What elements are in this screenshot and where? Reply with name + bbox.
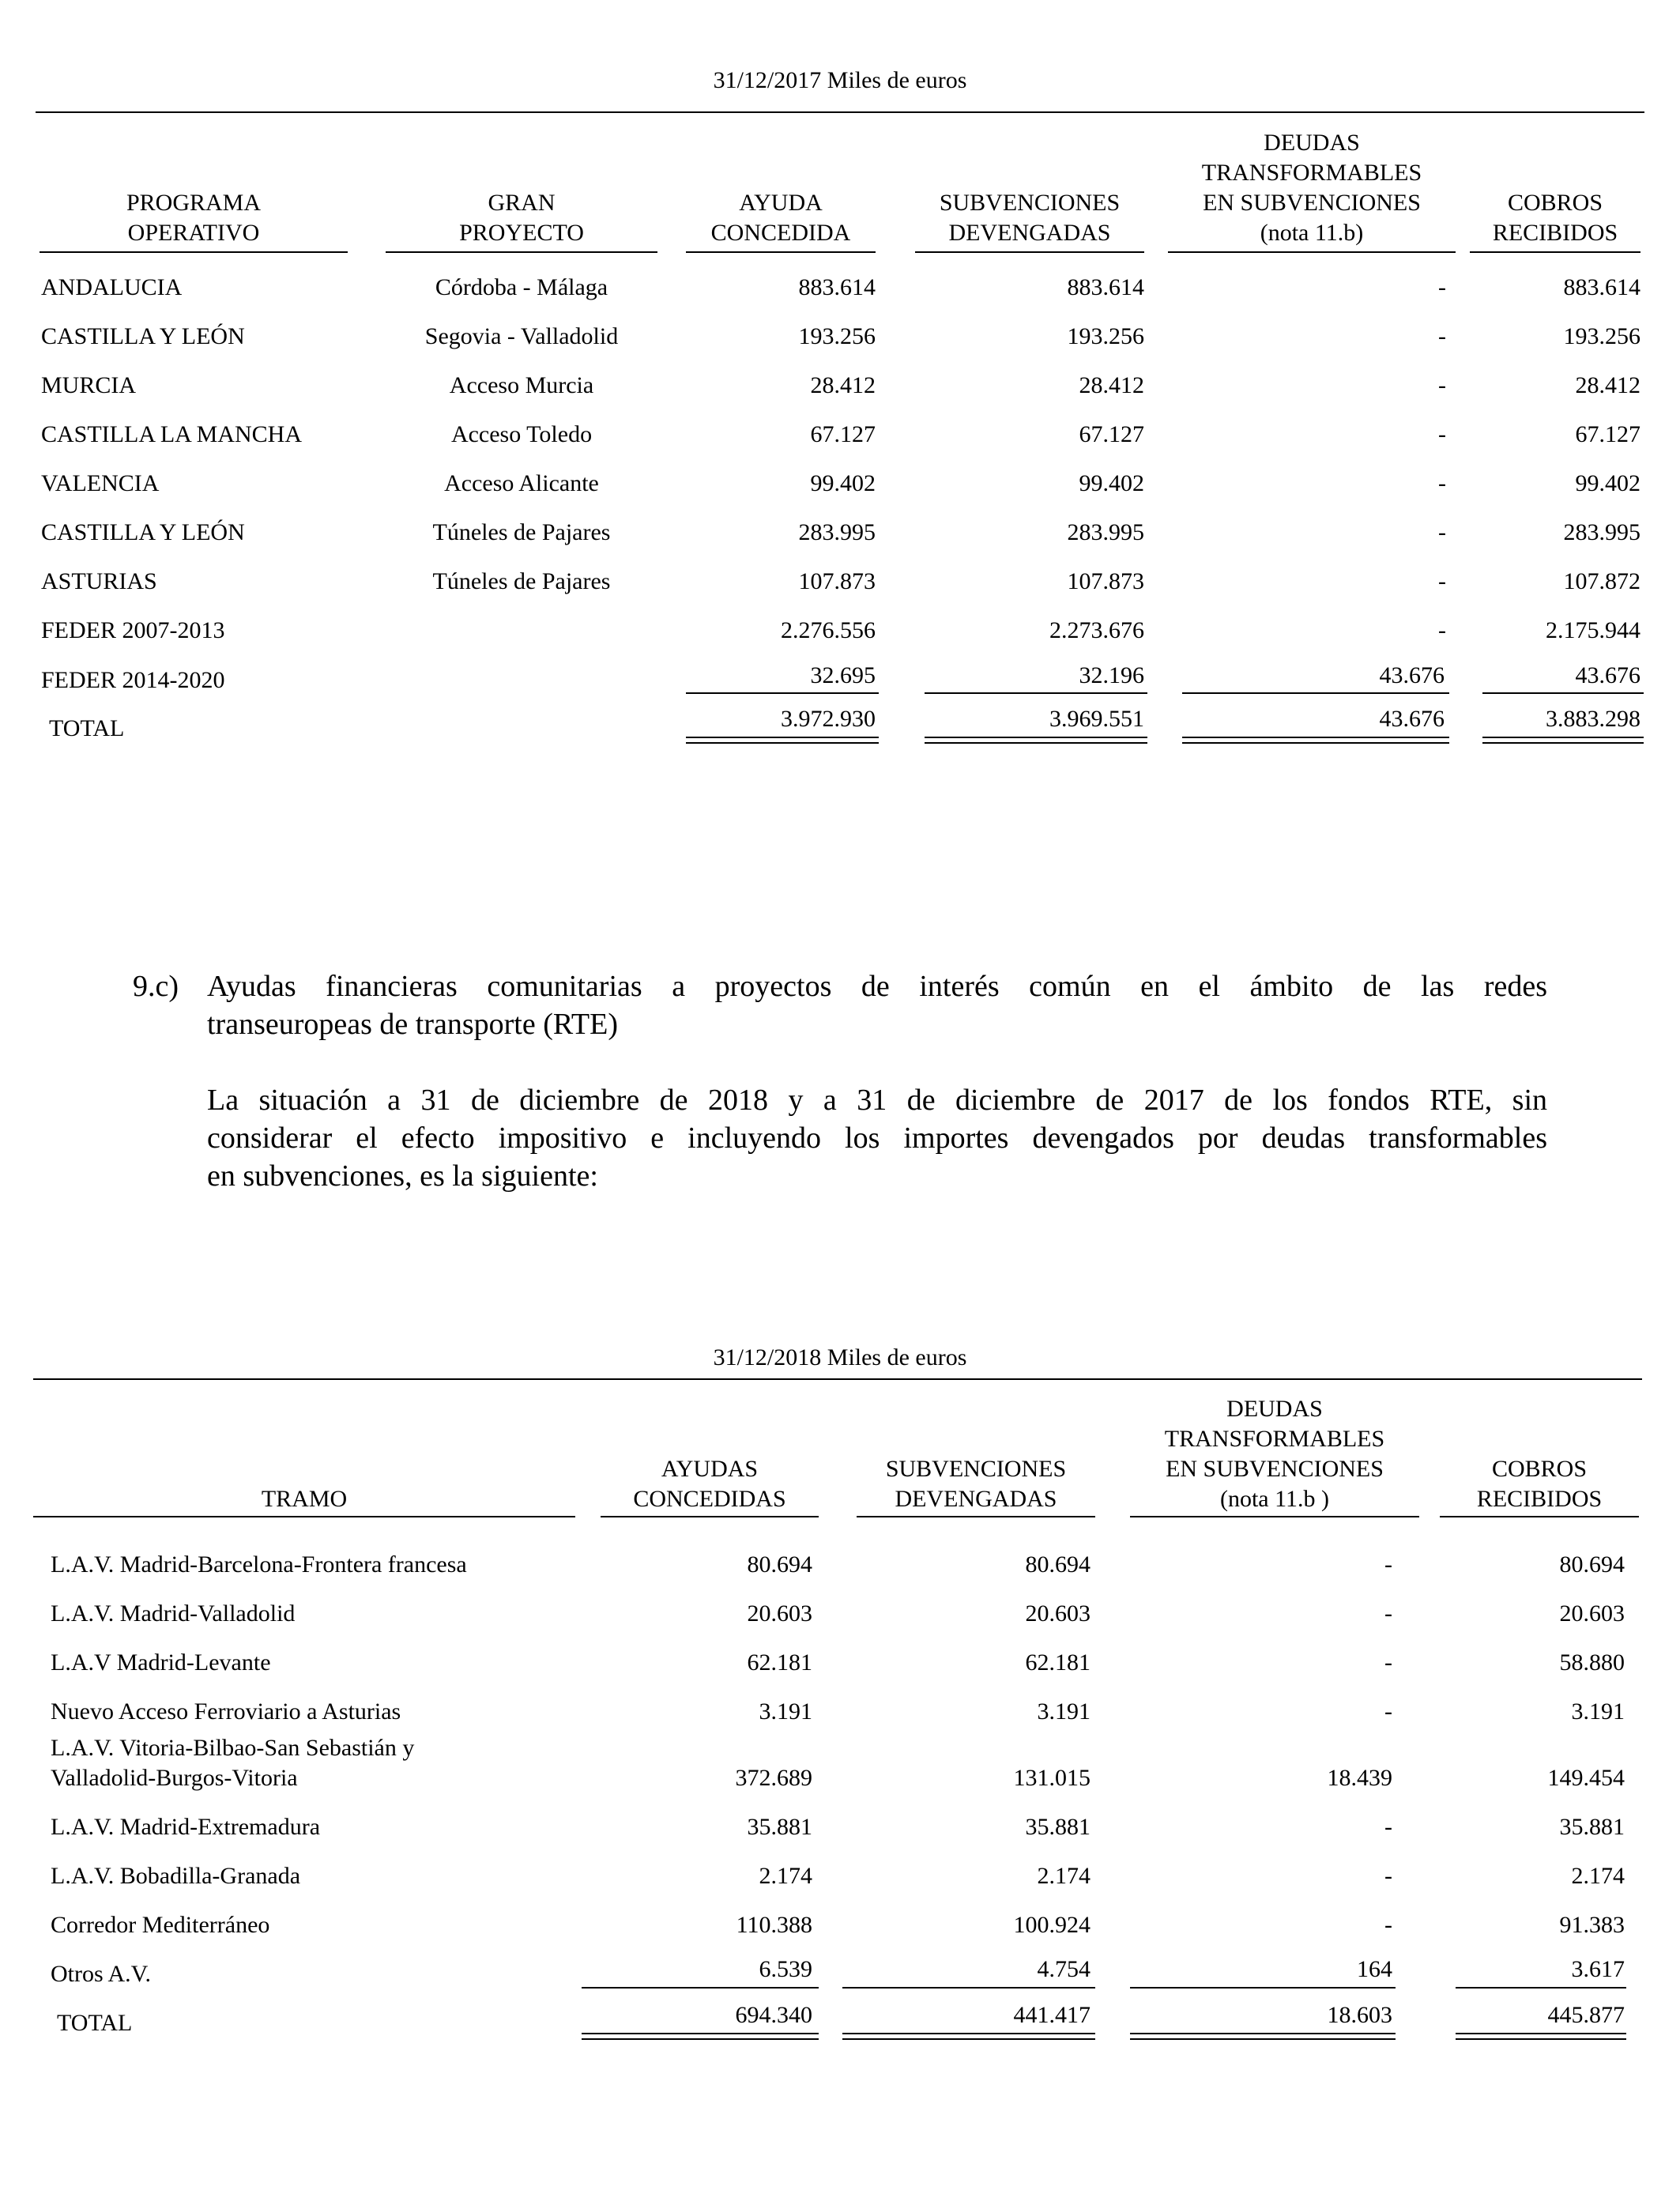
header-underline [686,251,876,253]
header-underline [40,251,348,253]
subtotal-rule [1456,1987,1626,1989]
header-underline [1470,251,1640,253]
subtotal-rule [925,692,1147,694]
header-deudas-transformables: DEUDAS TRANSFORMABLES EN SUBVENCIONES (nota 11.b ) [1164,1396,1385,1512]
total-double-rule [925,737,1147,744]
header-ayudas-concedidas: AYUDAS CONCEDIDAS [633,1456,786,1512]
subtotal-rule [686,692,879,694]
total-double-rule [686,737,879,744]
total-double-rule [1456,2033,1626,2040]
header-programa-operativo: PROGRAMA OPERATIVO [126,190,262,246]
total-double-rule [1130,2033,1396,2040]
total-double-rule [842,2033,1095,2040]
header-underline [1440,1516,1639,1517]
header-subvenciones-devengadas: SUBVENCIONES DEVENGADAS [939,190,1121,246]
table-2018-caption: 31/12/2018 Miles de euros [713,1344,967,1370]
table-2017-caption: 31/12/2017 Miles de euros [713,67,967,93]
header-deudas-transformables: DEUDAS TRANSFORMABLES EN SUBVENCIONES (nota 11.b) [1201,130,1422,246]
header-underline [33,1516,575,1517]
section-body: La situación a 31 de diciembre de 2018 y a 31 de diciembre de 2017 de los fondos RTE, sin considerar el efecto impositivo e incluyendo los importes devengados por deudas transformables en subvenciones, es la siguiente: [207,1084,1547,1193]
total-double-rule [1482,737,1644,744]
table-2017-top-rule [36,111,1644,113]
header-subvenciones-devengadas: SUBVENCIONES DEVENGADAS [885,1456,1067,1512]
header-tramo: TRAMO [261,1486,348,1512]
subtotal-rule [842,1987,1095,1989]
total-double-rule [1182,737,1449,744]
subtotal-rule [1130,1987,1396,1989]
header-cobros-recibidos: COBROS RECIBIDOS [1492,190,1618,246]
header-underline [1130,1516,1419,1517]
header-cobros-recibidos: COBROS RECIBIDOS [1476,1456,1603,1512]
subtotal-rule [1182,692,1449,694]
total-double-rule [582,2033,819,2040]
header-ayuda-concedida: AYUDA CONCEDIDA [710,190,851,246]
section-title: Ayudas financieras comunitarias a proyectos de interés común en el ámbito de las redes transeuropeas de transporte (RTE) [207,970,1547,1041]
header-underline [915,251,1144,253]
header-underline [1168,251,1456,253]
table-2018-top-rule [33,1378,1642,1380]
subtotal-rule [1482,692,1644,694]
header-underline [601,1516,819,1517]
section-number: 9.c) [133,970,179,1003]
header-underline [386,251,657,253]
header-gran-proyecto: GRAN PROYECTO [459,190,584,246]
header-underline [857,1516,1095,1517]
subtotal-rule [582,1987,819,1989]
